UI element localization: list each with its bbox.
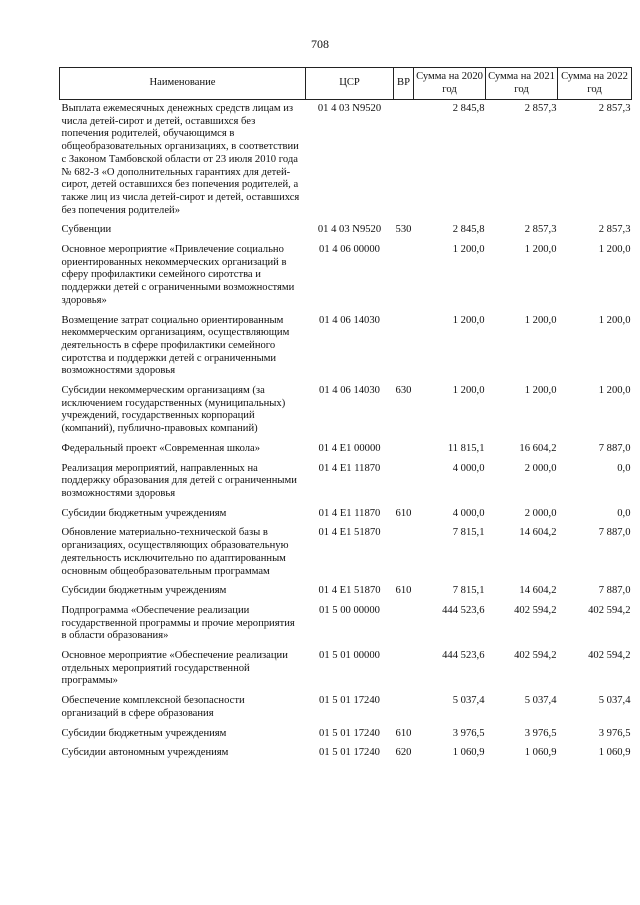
row-name-cell: Субвенции [61, 224, 112, 236]
row-2022-cell: 0,0 [617, 462, 631, 474]
table-row [60, 440, 632, 460]
row-2020-cell: 7 815,1 [452, 585, 485, 597]
row-csr-cell: 01 4 03 N9520 [317, 224, 382, 236]
table-row [60, 241, 632, 312]
row-vr-cell [394, 647, 414, 692]
row-vr-cell [394, 241, 414, 312]
row-csr-cell: 01 4 E1 51870 [318, 585, 381, 597]
row-name-cell: Федеральный проект «Современная школа» [61, 442, 261, 454]
row-2020-cell: 2 845,8 [452, 103, 485, 114]
row-2020-cell: 11 815,1 [447, 442, 485, 454]
row-2021-cell: 1 200,0 [524, 314, 557, 326]
row-2021-cell: 1 200,0 [524, 244, 557, 256]
row-vr-cell [394, 312, 414, 383]
row-2022-cell: 1 200,0 [598, 314, 631, 326]
row-csr-cell: 01 4 E1 00000 [318, 442, 381, 454]
row-vr-cell [394, 602, 414, 647]
row-2021-cell: 2 000,0 [524, 462, 557, 474]
column-header-2021: Сумма на 2021 год [486, 68, 558, 100]
table-body [60, 100, 632, 764]
row-csr-cell: 01 5 00 00000 [319, 604, 380, 616]
row-vr-cell: 610 [395, 585, 412, 597]
column-header-name: Наименование [60, 68, 306, 100]
row-vr-cell [394, 524, 414, 582]
row-csr-cell: 01 4 06 14030 [319, 314, 380, 326]
row-2021-cell: 2 000,0 [524, 507, 557, 519]
row-name-cell: Обновление материально-технической базы в организациях, осуществляющих образовательную деятельность исключительно по адаптированным основным общеобразовательным программам [61, 527, 289, 577]
row-2022-cell: 7 887,0 [598, 527, 631, 539]
row-2020-cell: 7 815,1 [452, 527, 485, 539]
row-name-cell: Подпрограмма «Обеспечение реализации государственной программы и прочие мероприятия в области образования» [61, 604, 295, 642]
table-row [60, 647, 632, 692]
row-2021-cell: 402 594,2 [514, 604, 557, 616]
row-2022-cell: 3 976,5 [598, 727, 631, 739]
row-2021-cell: 16 604,2 [519, 442, 557, 454]
row-name-cell: Выплата ежемесячных денежных средств лицам из числа детей-сирот и детей, оставшихся без попечения родителей, обучающимся в общеобразовательных организациях, в соответствии с Законом Тамбовской области от 23 июля 2010 года № 682-З «О дополнительных гарантиях для детей-сирот, детей оставшихся без попечения родителей, а также лиц из числа детей-сирот и детей, оставшихся без попечения родителей» [61, 103, 300, 216]
row-2020-cell: 1 200,0 [452, 314, 485, 326]
row-2020-cell: 3 976,5 [452, 727, 485, 739]
row-2020-cell: 444 523,6 [442, 650, 485, 662]
row-2022-cell: 0,0 [617, 507, 631, 519]
row-vr-cell: 630 [395, 385, 412, 397]
row-2020-cell: 4 000,0 [452, 462, 485, 474]
row-2021-cell: 1 200,0 [524, 385, 557, 397]
row-name-cell: Субсидии бюджетным учреждениям [61, 507, 227, 519]
row-name-cell: Субсидии некоммерческим организациям (за исключением государственных (муниципальных) учреждений, государственных корпораций (компаний), публично-правовых компаний) [61, 385, 286, 435]
row-vr-cell: 610 [395, 507, 412, 519]
budget-table [59, 67, 632, 764]
row-csr-cell: 01 5 01 17240 [319, 695, 380, 707]
row-2021-cell: 3 976,5 [524, 727, 557, 739]
table-header-row [60, 68, 632, 100]
column-header-2022: Сумма на 2022 год [558, 68, 632, 100]
row-2022-cell: 402 594,2 [588, 604, 631, 616]
row-2022-cell: 402 594,2 [588, 650, 631, 662]
row-csr-cell: 01 4 06 00000 [319, 244, 380, 256]
row-csr-cell: 01 4 E1 51870 [318, 527, 381, 539]
row-vr-cell [394, 692, 414, 724]
row-csr-cell: 01 4 06 14030 [319, 385, 380, 397]
row-2021-cell: 5 037,4 [524, 695, 557, 707]
column-header-2020: Сумма на 2020 год [414, 68, 486, 100]
row-2020-cell: 1 060,9 [452, 747, 485, 759]
table-row [60, 744, 632, 764]
row-2020-cell: 444 523,6 [442, 604, 485, 616]
row-2021-cell: 402 594,2 [514, 650, 557, 662]
row-name-cell: Основное мероприятие «Обеспечение реализации отдельных мероприятий государственной программы» [61, 650, 288, 687]
row-2022-cell: 7 887,0 [598, 442, 631, 454]
column-header-csr: ЦСР [306, 68, 394, 100]
page-number: 708 [311, 37, 329, 51]
row-2020-cell: 2 845,8 [452, 224, 485, 236]
row-2021-cell: 14 604,2 [519, 527, 557, 539]
row-2022-cell: 1 200,0 [598, 244, 631, 256]
table-row [60, 460, 632, 505]
row-vr-cell: 530 [395, 224, 412, 236]
table-row [60, 524, 632, 582]
row-name-cell: Субсидии бюджетным учреждениям [61, 727, 227, 739]
row-2022-cell: 1 060,9 [598, 747, 631, 759]
row-2022-cell: 1 200,0 [598, 385, 631, 397]
row-csr-cell: 01 4 E1 11870 [318, 507, 381, 519]
row-name-cell: Обеспечение комплексной безопасности организаций в сфере образования [61, 695, 245, 719]
row-vr-cell [394, 440, 414, 460]
row-2021-cell: 2 857,3 [524, 224, 557, 236]
table-row [60, 725, 632, 745]
table-row [60, 602, 632, 647]
row-csr-cell: 01 5 01 17240 [319, 747, 380, 759]
table-row [60, 382, 632, 440]
row-2022-cell: 7 887,0 [598, 585, 631, 597]
row-csr-cell: 01 4 03 N9520 [317, 103, 382, 114]
table-row [60, 221, 632, 241]
row-csr-cell: 01 4 E1 11870 [318, 462, 381, 474]
row-vr-cell: 610 [395, 727, 412, 739]
row-2021-cell: 2 857,3 [524, 103, 557, 114]
row-name-cell: Субсидии бюджетным учреждениям [61, 585, 227, 597]
row-vr-cell [394, 460, 414, 505]
row-2022-cell: 5 037,4 [598, 695, 631, 707]
row-name-cell: Основное мероприятие «Привлечение социально ориентированных некоммерческих организаций в сферу профилактики семейного сиротства и поддержки детей с ограниченными возможностями здоровья» [61, 244, 295, 306]
row-csr-cell: 01 5 01 00000 [319, 650, 380, 662]
row-csr-cell: 01 5 01 17240 [319, 727, 380, 739]
row-2021-cell: 1 060,9 [524, 747, 557, 759]
table-row [60, 312, 632, 383]
row-name-cell: Реализация мероприятий, направленных на поддержку образования для детей с ограниченными возможностями здоровья [61, 462, 297, 499]
table-row [60, 505, 632, 525]
row-2020-cell: 1 200,0 [452, 385, 485, 397]
row-2021-cell: 14 604,2 [519, 585, 557, 597]
row-vr-cell [394, 100, 414, 222]
row-2020-cell: 4 000,0 [452, 507, 485, 519]
row-2020-cell: 5 037,4 [452, 695, 485, 707]
row-vr-cell: 620 [395, 747, 412, 759]
column-header-vr: ВР [394, 68, 414, 100]
row-2020-cell: 1 200,0 [452, 244, 485, 256]
row-2022-cell: 2 857,3 [598, 103, 631, 114]
row-name-cell: Субсидии автономным учреждениям [61, 747, 229, 759]
row-2022-cell: 2 857,3 [598, 224, 631, 236]
table-row [60, 582, 632, 602]
table-row [60, 692, 632, 724]
table-row [60, 100, 632, 222]
row-name-cell: Возмещение затрат социально ориентированным некоммерческим организациям, осуществляющим деятельность в сфере профилактики семейного сиротства и поддержки детей с ограниченными возможностями здоровья [61, 314, 290, 377]
